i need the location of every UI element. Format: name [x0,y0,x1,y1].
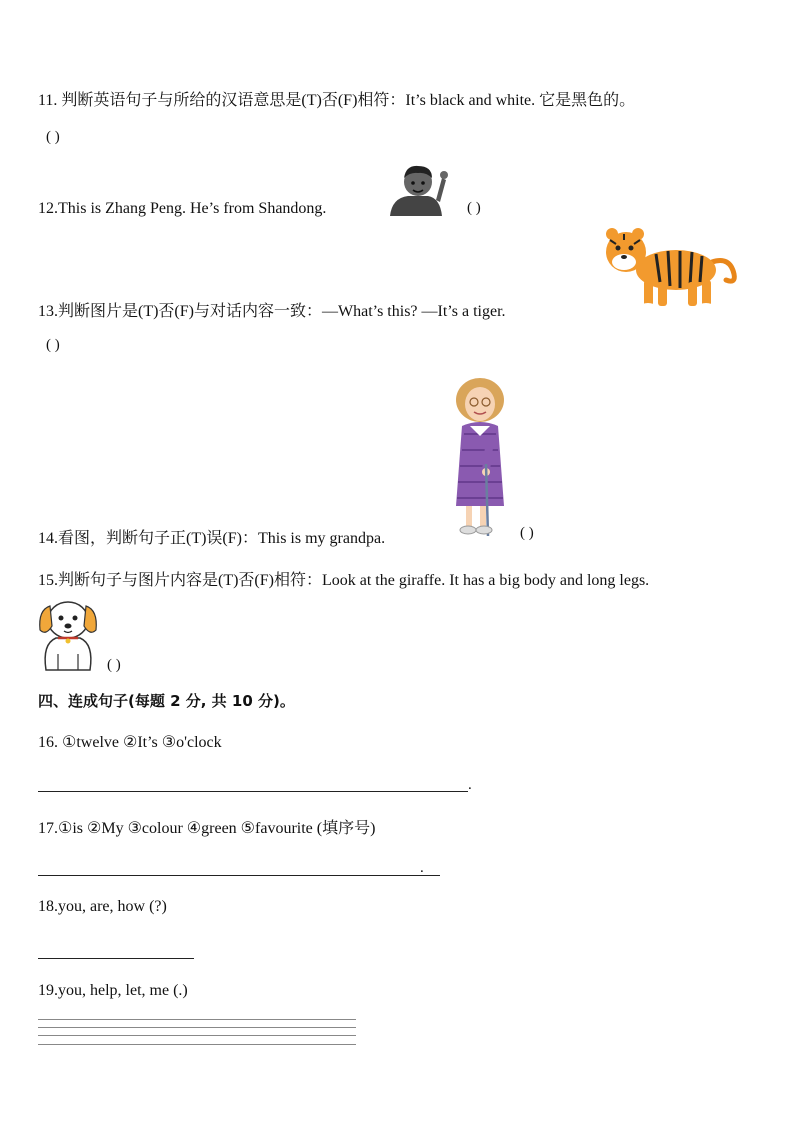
question-13-answer-blank[interactable]: ( ) [46,337,60,353]
question-14-answer-blank[interactable]: ( ) [520,525,534,541]
question-18-answer-line[interactable] [38,958,194,959]
question-16-text: 16. ①twelve ②It’s ③o'clock [38,734,222,751]
question-14-text: 14.看图，判断句子正(T)误(F)：This is my grandpa. [38,530,386,547]
question-17-answer-line[interactable] [38,875,440,876]
question-13-text: 13.判断图片是(T)否(F)与对话内容一致：—What’s this? —It’s a tiger. [38,303,506,320]
question-16-answer-line[interactable] [38,791,468,792]
question-12-answer-blank[interactable]: ( ) [467,200,481,216]
question-15-text: 15.判断句子与图片内容是(T)否(F)相符：Look at the giraffe. It has a big body and long legs. [38,572,650,589]
tiger-picture [600,226,740,312]
grandma-with-cane-picture [446,374,514,542]
question-17-period: . [420,860,424,876]
question-17-text: 17.①is ②My ③colour ④green ⑤favourite (填序号) [38,820,376,837]
question-18-text: 18.you, are, how (?) [38,898,167,915]
question-16-period: . [468,777,472,793]
writing-line[interactable] [38,1035,356,1036]
question-11-answer-blank[interactable]: ( ) [46,129,60,145]
question-19-text: 19.you, help, let, me (.) [38,982,188,999]
question-11-text: 11. 判断英语句子与所给的汉语意思是(T)否(F)相符：It’s black and white. 它是黑色的。 [38,92,636,109]
puppy-picture [36,596,100,672]
waving-boy-picture [388,162,450,216]
writing-line[interactable] [38,1019,356,1020]
question-12-text: 12.This is Zhang Peng. He’s from Shandong. [38,200,327,217]
writing-line[interactable] [38,1044,356,1045]
writing-line[interactable] [38,1027,356,1028]
section-4-heading: 四、连成句子(每题 2 分, 共 10 分)。 [38,692,295,710]
question-15-answer-blank[interactable]: ( ) [107,657,121,673]
